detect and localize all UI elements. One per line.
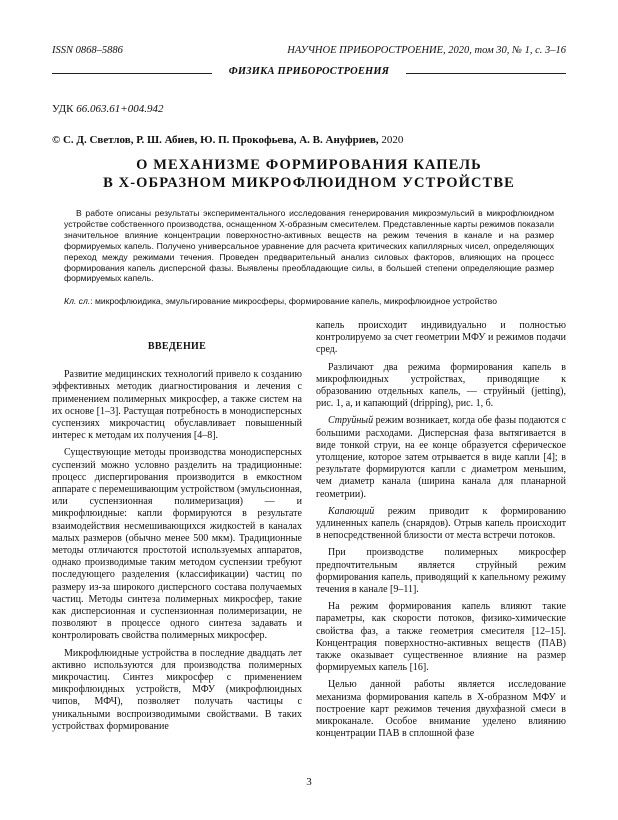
paragraph-text: режим возникает, когда обе фазы подаются с большими расходами. Дисперсная фаза вытягивается в виде тонкой струи, на ее конце образуется сферическое утолщение, которое затем отрывается в виде капли [4]; в результате формируются капли с диаметром меньшим, чем диаметр канала (ширина канала для планарной геометрии). bbox=[316, 415, 566, 500]
paragraph: Микрофлюидные устройства в последние двадцать лет активно используются для производства полимерных микрочастиц. Синтез микросфер с применением микрофлюидных устройств, МФУ (микрофлюидных чипов, МФЧ), позволяет получать частицы с уникальными воспроизводимыми свойствами. В таких устройствах формирование bbox=[52, 647, 302, 732]
paragraph bbox=[316, 506, 566, 543]
left-column bbox=[52, 320, 302, 738]
author-names: С. Д. Светлов, Р. Ш. Абиев, Ю. П. Прокофьева, А. В. Ануфриев, bbox=[62, 134, 379, 146]
page-number: 3 bbox=[306, 776, 312, 788]
paragraph: Различают два режима формирования капель в микрофлюидных устройствах, приводящие к образованию отдельных капель, — струйный (jetting), рис. 1, а, и капающий (dripping), рис. 1, б. bbox=[316, 361, 566, 410]
rubric-title: ФИЗИКА ПРИБОРОСТРОЕНИЯ bbox=[228, 66, 390, 77]
section-rubric bbox=[52, 66, 566, 80]
udc-value: 66.063.61+004.942 bbox=[76, 103, 164, 115]
paragraph: капель происходит индивидуально и полностью контролируемо за счет геометрии МФУ и режимов подачи сред. bbox=[316, 320, 566, 356]
paragraph: Целью данной работы является исследование механизма формирования капель в Х-образном МФУ и построение карт режимов течения двухфазной смеси в микроканале. Особое внимание уделено влиянию концентрации ПАВ в сплошной фазе bbox=[316, 679, 566, 740]
keywords-text: : микрофлюидика, эмульгирование микросферы, формирование капель, микрофлюидное устройство bbox=[90, 296, 497, 306]
paper-title bbox=[52, 156, 566, 192]
abstract: В работе описаны результаты экспериментального исследования генерирования микроэмульсий в микрофлюидном устройстве собственного производства, оснащенном Х-образным смесителем. Представленные карты режимов показали значительное влияние концентрации поверхностно-активных веществ на режим течения в канале и на размер формируемых капель. Получено универсальное уравнение для расчета критических капиллярных чисел, определяющих переход между режимами течения. Проведен предварительный анализ силовых факторов, влияющих на процесс формирования капель дисперсной фазы. Выявлены преобладающие силы, в большей степени определяющие размер формируемых капель. bbox=[64, 208, 554, 284]
udc-code bbox=[52, 103, 163, 115]
emphasis-jetting: Струйный bbox=[328, 415, 374, 427]
section-heading-introduction: ВВЕДЕНИЕ bbox=[147, 341, 207, 352]
journal-citation: НАУЧНОЕ ПРИБОРОСТРОЕНИЕ, 2020, том 30, № 1, с. 3–16 bbox=[287, 45, 566, 56]
emphasis-dripping: Капающий bbox=[328, 505, 375, 517]
authors bbox=[52, 134, 403, 146]
issn: ISSN 0868–5886 bbox=[52, 45, 123, 56]
paragraph-text: режим приводит к формированию удлиненных капель (снарядов). Отрыв капель происходит в непосредственной близости от места встречи потоков. bbox=[316, 505, 566, 542]
paragraph: На режим формирования капель влияют такие параметры, как скорости потоков, физико-химические свойства фаз, а также геометрия смесителя [12–15]. Концентрация поверхностно-активных веществ (ПАВ) также оказывает существенное влияние на размер формируемых капель [16]. bbox=[316, 601, 566, 674]
udc-label: УДК bbox=[52, 103, 74, 115]
paragraph: Развитие медицинских технологий привело к созданию эффективных методик диагностирования и лечения с применением полимерных микросфер, а также систем на их основе [1–3]. Растущая потребность в монодисперсных суспензиях микрочастиц обуславливает повышенный интерес к методам их получения [4–8]. bbox=[52, 369, 302, 442]
keywords bbox=[64, 296, 554, 306]
rubric-rule-right bbox=[406, 73, 566, 74]
right-column bbox=[316, 320, 566, 746]
title-line-1: О МЕХАНИЗМЕ ФОРМИРОВАНИЯ КАПЕЛЬ bbox=[136, 157, 482, 173]
paragraph: При производстве полимерных микросфер предпочтительным является струйный режим формирования капель, приводящий к капельному режиму течения в канале [9–11]. bbox=[316, 547, 566, 596]
keywords-label: Кл. сл. bbox=[64, 296, 91, 306]
paragraph bbox=[316, 415, 566, 500]
paragraph: Существующие методы производства монодисперсных суспензий можно условно разделить на традиционные: процесс диспергирования производится в емкостном аппарате с перемешивающим устройством (эмульсионная, или суспензионная полимеризация) — и микрофлюидные: капли формируются в результате взаимодействия несмешивающихся жидкостей в каналах малых размеров (обычно менее 500 мкм). Традиционные методы отличаются простотой используемых аппаратов, однако производимые таким методом суспензии требуют последующего разделения (классификации) частиц по размеру из-за широкого дисперсного состава получаемых частиц. Методы синтеза полимерных микросфер, такие как дисперсионная и суспензионная полимеризации, не позволяют в процессе одного синтеза задавать и контролировать свойства полимерных микросфер. bbox=[52, 447, 302, 642]
copyright-year: 2020 bbox=[378, 134, 404, 146]
copyright-sign: © bbox=[52, 134, 61, 146]
title-line-2: В Х-ОБРАЗНОМ МИКРОФЛЮИДНОМ УСТРОЙСТВЕ bbox=[103, 175, 515, 191]
